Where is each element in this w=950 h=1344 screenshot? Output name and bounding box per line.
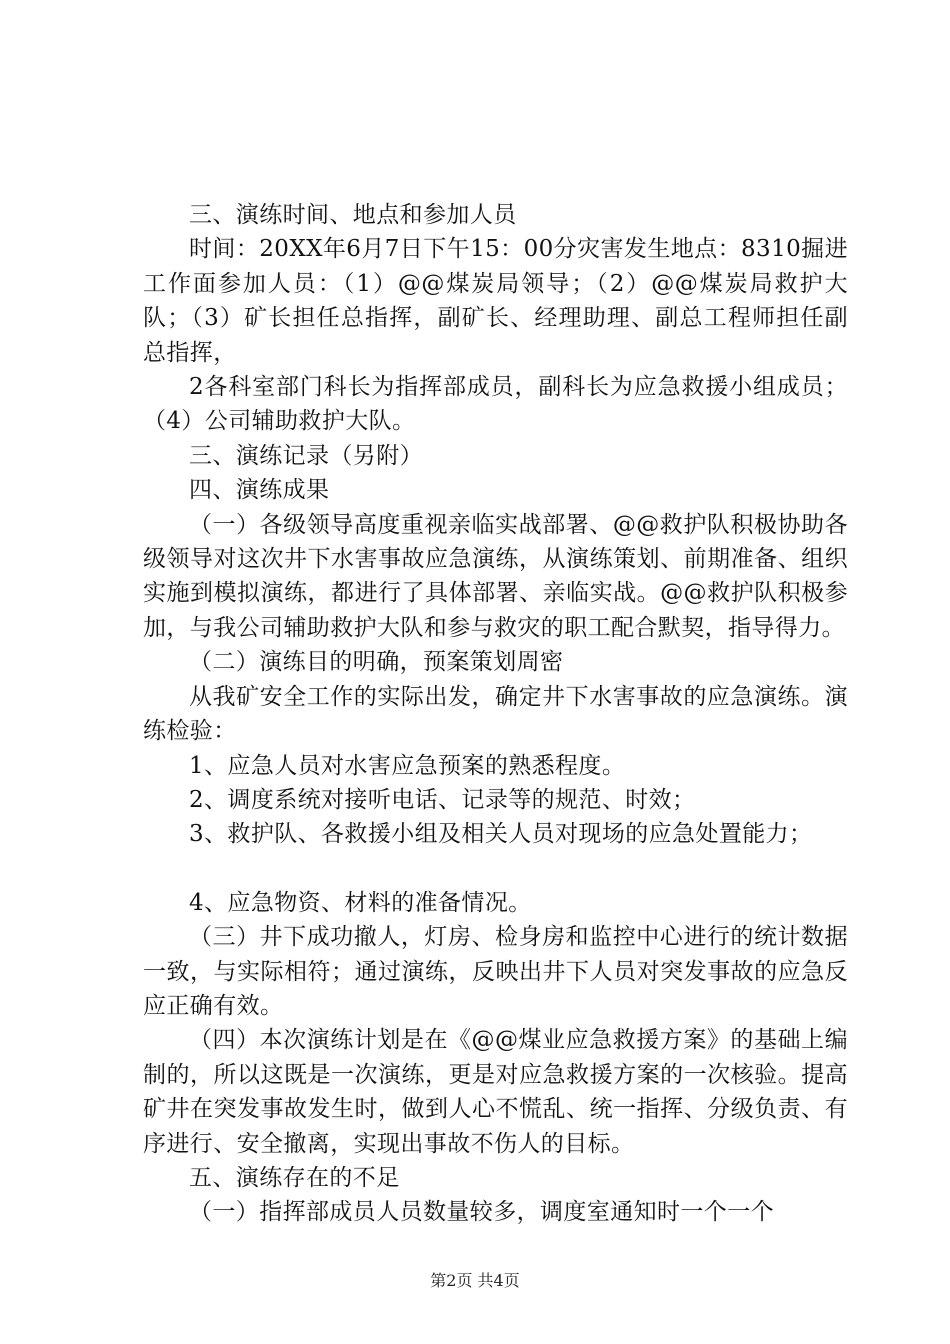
list-item-1: 1、应急人员对水害应急预案的熟悉程度。 — [189, 752, 626, 779]
paragraph-result-2-body: 从我矿安全工作的实际出发，确定井下水害事故的应急演练。演练检验： — [143, 683, 848, 745]
paragraph-members: 2各科室部门科长为指挥部成员，副科长为应急救援小组成员；（4）公司辅助救护大队。 — [143, 374, 848, 435]
section-heading-results: 四、演练成果 — [189, 477, 330, 504]
document-body — [143, 198, 848, 1230]
list-item-4: 4、应急物资、材料的准备情况。 — [189, 889, 532, 916]
paragraph-result-1: （一）各级领导高度重视亲临实战部署、@@救护队积极协助各级领导对这次井下水害事故应急演练，从演练策划、前期准备、组织实施到模拟演练，都进行了具体部署、亲临实战。@@救护队积极参加，与我公司辅助救护大队和参与救灾的职工配合默契，指导得力。 — [143, 511, 848, 641]
list-item-3: 3、救护队、各救援小组及相关人员对现场的应急处置能力； — [189, 821, 813, 848]
paragraph-result-3: （三）井下成功撤人，灯房、检身房和监控中心进行的统计数据一致，与实际相符；通过演练，反映出井下人员对突发事故的应急反应正确有效。 — [143, 924, 848, 1019]
paragraph-participants: 时间：20XX年6月7日下午15：00分灾害发生地点：8310掘进工作面参加人员：（1）@@煤炭局领导；（2）@@煤炭局救护大队；（3）矿长担任总指挥，副矿长、经理助理、副总工程师担任副总指挥， — [143, 236, 848, 366]
paragraph-result-2-heading: （二）演练目的明确，预案策划周密 — [189, 649, 564, 676]
page-number-footer: 第2页 共4页 — [430, 1271, 520, 1290]
paragraph-shortcoming-1: （一）指挥部成员人员数量较多，调度室通知时一个一个 — [189, 1199, 774, 1226]
paragraph-gap — [143, 852, 848, 886]
paragraph-result-4: （四）本次演练计划是在《@@煤业应急救援方案》的基础上编制的，所以这既是一次演练，更是对应急救援方案的一次核验。提高矿井在突发事故发生时，做到人心不慌乱、统一指挥、分级负责、有序进行、安全撤离，实现出事故不伤人的目标。 — [143, 1027, 848, 1157]
section-heading-shortcomings: 五、演练存在的不足 — [189, 1164, 400, 1191]
section-heading-records: 三、演练记录（另附） — [189, 442, 423, 469]
list-item-2: 2、调度系统对接听电话、记录等的规范、时效； — [189, 786, 696, 813]
section-heading-time-place: 三、演练时间、地点和参加人员 — [189, 202, 517, 228]
